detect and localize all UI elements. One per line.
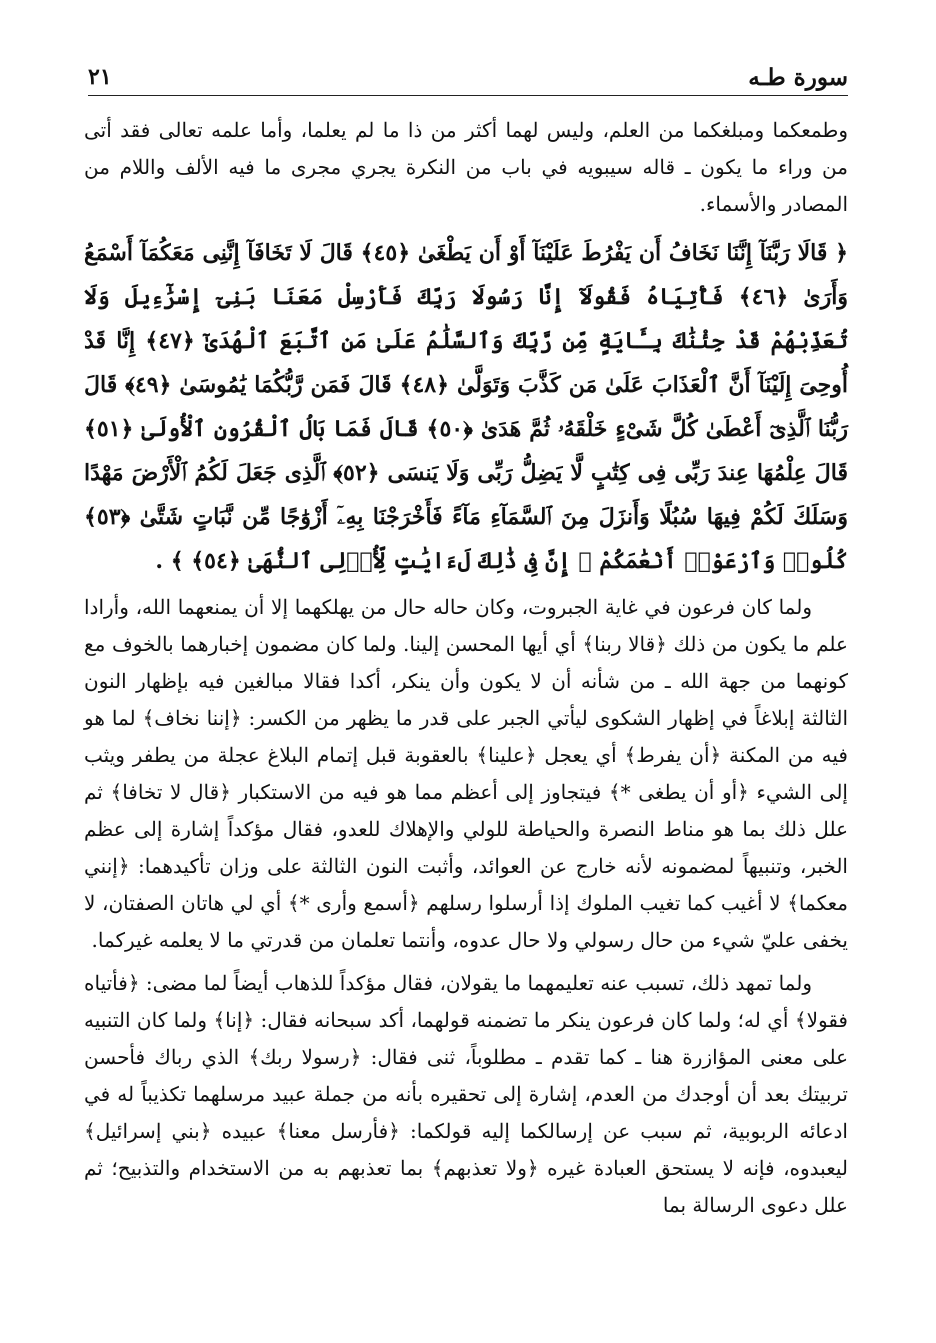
page-number: ٢١: [88, 64, 112, 90]
header-rule: [88, 95, 848, 96]
paragraph-commentary-2: ولما تمهد ذلك، تسبب عنه تعليمهما ما يقولان، فقال مؤكداً للذهاب أيضاً لما مضى: ﴿فأتياه فقولا﴾ أي له؛ ولما كان فرعون ينكر ما تضمنه قولهما، أكد سبحانه فقال: ﴿إنا﴾ ولما كان التنبيه على معنى المؤازرة هنا ـ كما تقدم ـ مطلوباً، ثنى فقال: ﴿رسولا ربك﴾ الذي رباك فأحسن تربيتك بعد أن أوجدك من العدم، إشارة إلى تحقيره بأنه من جملة عبيد مرسلهما تكذيباً له في ادعائه الربوبية، ثم سبب عن إرسالكما إليه قولكما: ﴿فأرسل معنا﴾ عبيده ﴿بني إسرائيل﴾ ليعبدوه، فإنه لا يستحق العبادة غيره ﴿ولا تعذبهم﴾ بما تعذبهم به من الاستخدام والتذبيح؛ ثم علل دعوى الرسالة بما: [84, 971, 848, 1217]
paragraph-intro: وطمعكما ومبلغكما من العلم، وليس لهما أكثر من ذا ما لم يعلما، وأما علمه تعالى فقد أتى من وراء ما يكون ـ قاله سيبويه في باب من النكرة يجري مجرى ما فيه الألف واللام من المصادر والأسماء.: [84, 118, 848, 216]
page-content: [84, 112, 848, 1224]
surah-title: سورة طـه: [748, 64, 848, 91]
paragraph-commentary-1: ولما كان فرعون في غاية الجبروت، وكان حاله حال من يهلكهما إلا أن يمنعهما الله، وأرادا علم ما يكون من ذلك ﴿قالا ربنا﴾ أي أيها المحسن إلينا. ولما كان مضمون إخبارهما بالخوف مع كونهما من جهة الله ـ من شأنه أن لا يكون وأن ينكر، أكدا فقالا مبالغين فيه بإظهار النون الثالثة إبلاغاً في إظهار الشكوى ليأتي الجبر على قدر ما يظهر من الكسر: ﴿إننا نخاف﴾ لما هو فيه من المكنة ﴿أن يفرط﴾ أي يعجل ﴿علينا﴾ بالعقوبة قبل إتمام البلاغ عجلة من يطفر ويثب إلى الشيء ﴿أو أن يطغى *﴾ فيتجاوز إلى أعظم مما هو فيه من الاستكبار ﴿قال لا تخافا﴾ ثم علل ذلك بما هو مناط النصرة والحياطة للولي والإهلاك للعدو، فقال مؤكداً إشارة إلى عظم الخبر، وتنبيهاً لمضمونه لأنه خارج عن العوائد، وأثبت النون الثالثة على وزان تأكيدهما: ﴿إنني معكما﴾ لا أغيب كما تغيب الملوك إذا أرسلوا رسلهم ﴿أسمع وأرى *﴾ أي لي هاتان الصفتان، لا يخفى عليّ شيء من حال رسولي ولا حال عدوه، وأنتما تعلمان من قدرتي ما لا يعلمه غيركما.: [84, 595, 848, 952]
quran-verses-block: ﴿ قَالَا رَبَّنَآ إِنَّنَا نَخَافُ أَن يَفْرُطَ عَلَيْنَآ أَوْ أَن يَطْغَىٰ ﴿٤٥﴾ قَالَ لَا تَخَافَآ إِنَّنِى مَعَكُمَآ أَسْمَعُ وَأَرَىٰ ﴿٤٦﴾ فَأْتِيَاهُ فَقُولَآ إِنَّا رَسُولَا رَبِّكَ فَأَرْسِلْ مَعَنَا بَنِىٓ إِسْرَٰٓءِيلَ وَلَا تُعَذِّبْهُمْ قَدْ جِئْنَٰكَ بِـَٔايَةٍ مِّن رَّبِّكَ وَٱلسَّلَٰمُ عَلَىٰ مَنِ ٱتَّبَعَ ٱلْهُدَىٰٓ ﴿٤٧﴾ إِنَّا قَدْ أُوحِىَ إِلَيْنَآ أَنَّ ٱلْعَذَابَ عَلَىٰ مَن كَذَّبَ وَتَوَلَّىٰ ﴿٤٨﴾ قَالَ فَمَن رَّبُّكُمَا يَٰمُوسَىٰ ﴿٤٩﴾ قَالَ رَبُّنَا ٱلَّذِىٓ أَعْطَىٰ كُلَّ شَىْءٍ خَلْقَهُۥ ثُمَّ هَدَىٰ ﴿٥٠﴾ قَالَ فَمَا بَالُ ٱلْقُرُونِ ٱلْأُولَىٰ ﴿٥١﴾ قَالَ عِلْمُهَا عِندَ رَبِّى فِى كِتَٰبٍ لَّا يَضِلُّ رَبِّى وَلَا يَنسَى ﴿٥٢﴾ ٱلَّذِى جَعَلَ لَكُمُ ٱلْأَرْضَ مَهْدًا وَسَلَكَ لَكُمْ فِيهَا سُبُلًا وَأَنزَلَ مِنَ ٱلسَّمَآءِ مَآءً فَأَخْرَجْنَا بِهِۦٓ أَزْوَٰجًا مِّن نَّبَاتٍ شَتَّىٰ ﴿٥٣﴾ كُلُوا۟ وَٱرْعَوْا۟ أَنْعَٰمَكُمْ ۗ إِنَّ فِى ذَٰلِكَ لَءَايَٰتٍ لِّأُو۟لِى ٱلنُّهَىٰ ﴿٥٤﴾ ﴾ .: [84, 240, 848, 574]
page-header: [88, 60, 848, 96]
